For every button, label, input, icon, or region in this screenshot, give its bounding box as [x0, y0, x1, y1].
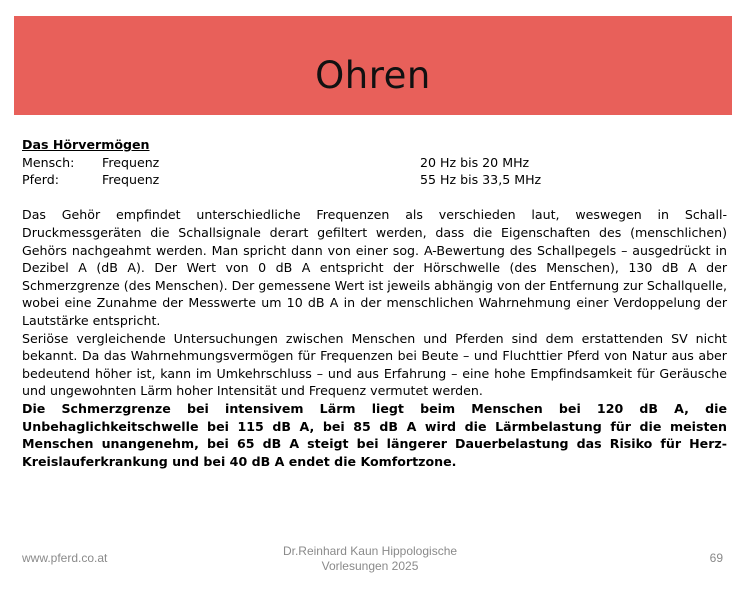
title-banner — [14, 16, 732, 115]
row-label: Frequenz — [102, 172, 160, 188]
row-subject: Mensch: — [22, 154, 75, 170]
footer-website: www.pferd.co.at — [22, 551, 108, 565]
frequency-row-horse — [22, 171, 727, 189]
section-heading: Das Hörvermögen — [22, 137, 150, 152]
slide-content — [22, 136, 727, 470]
row-value: 55 Hz bis 33,5 MHz — [420, 172, 542, 188]
row-value: 20 Hz bis 20 MHz — [420, 154, 530, 170]
paragraph-comparison: Seriöse vergleichende Untersuchungen zwischen Menschen und Pferden sind dem erstattenden SV nicht bekannt. Da das Wahrnehmungsvermögen für Frequenzen bei Beute – und Fluchttier Pferd von Natur aus aber bedeutend höher ist, kann im Umkehrschluss – und aus Erfahrung – eine hohe Empfindsamkeit für Geräusche und ungewohnten Lärm hoher Intensität und Frequenz vermutet werden. — [22, 330, 727, 399]
frequency-row-human — [22, 154, 727, 172]
footer-page-number: 69 — [709, 551, 723, 565]
row-subject: Pferd: — [22, 172, 59, 188]
footer-author-line2: Vorlesungen 2025 — [321, 559, 419, 573]
footer-author — [240, 544, 500, 574]
spacer — [22, 189, 727, 207]
slide-title: Ohren — [315, 54, 431, 97]
paragraph-a-weighting: Das Gehör empfindet unterschiedliche Frequenzen als verschieden laut, weswegen in Schall-Druckmessgeräten die Schallsignale derart gefiltert werden, dass die Eigenschaften des (menschlichen) Gehörs nachgeahmt werden. Man spricht dann von einer sog. A-Bewertung des Schallpegels – ausgedrückt in Dezibel A (dB A). Der Wert von 0 dB A entspricht der Hörschwelle (des Menschen), 130 dB A der Schmerzgrenze (des Menschen). Der gemessene Wert ist jeweils abhängig von der Entfernung zur Schallquelle, wobei eine Zunahme der Messwerte um 10 dB A in der menschlichen Wahrnehmung einer Verdoppelung der Lautstärke entspricht. — [22, 207, 727, 328]
paragraph-pain-threshold: Die Schmerzgrenze bei intensivem Lärm liegt beim Menschen bei 120 dB A, die Unbehaglichkeitschwelle bei 115 dB A, bei 85 dB A wird die Lärmbelastung für die meisten Menschen unangenehm, bei 65 dB A steigt bei längerer Dauerbelastung das Risiko für Herz-Kreislauferkrankung und bei 40 dB A endet die Komfortzone. — [22, 400, 727, 469]
row-label: Frequenz — [102, 154, 160, 170]
footer-author-line1: Dr.Reinhard Kaun Hippologische — [282, 544, 458, 558]
